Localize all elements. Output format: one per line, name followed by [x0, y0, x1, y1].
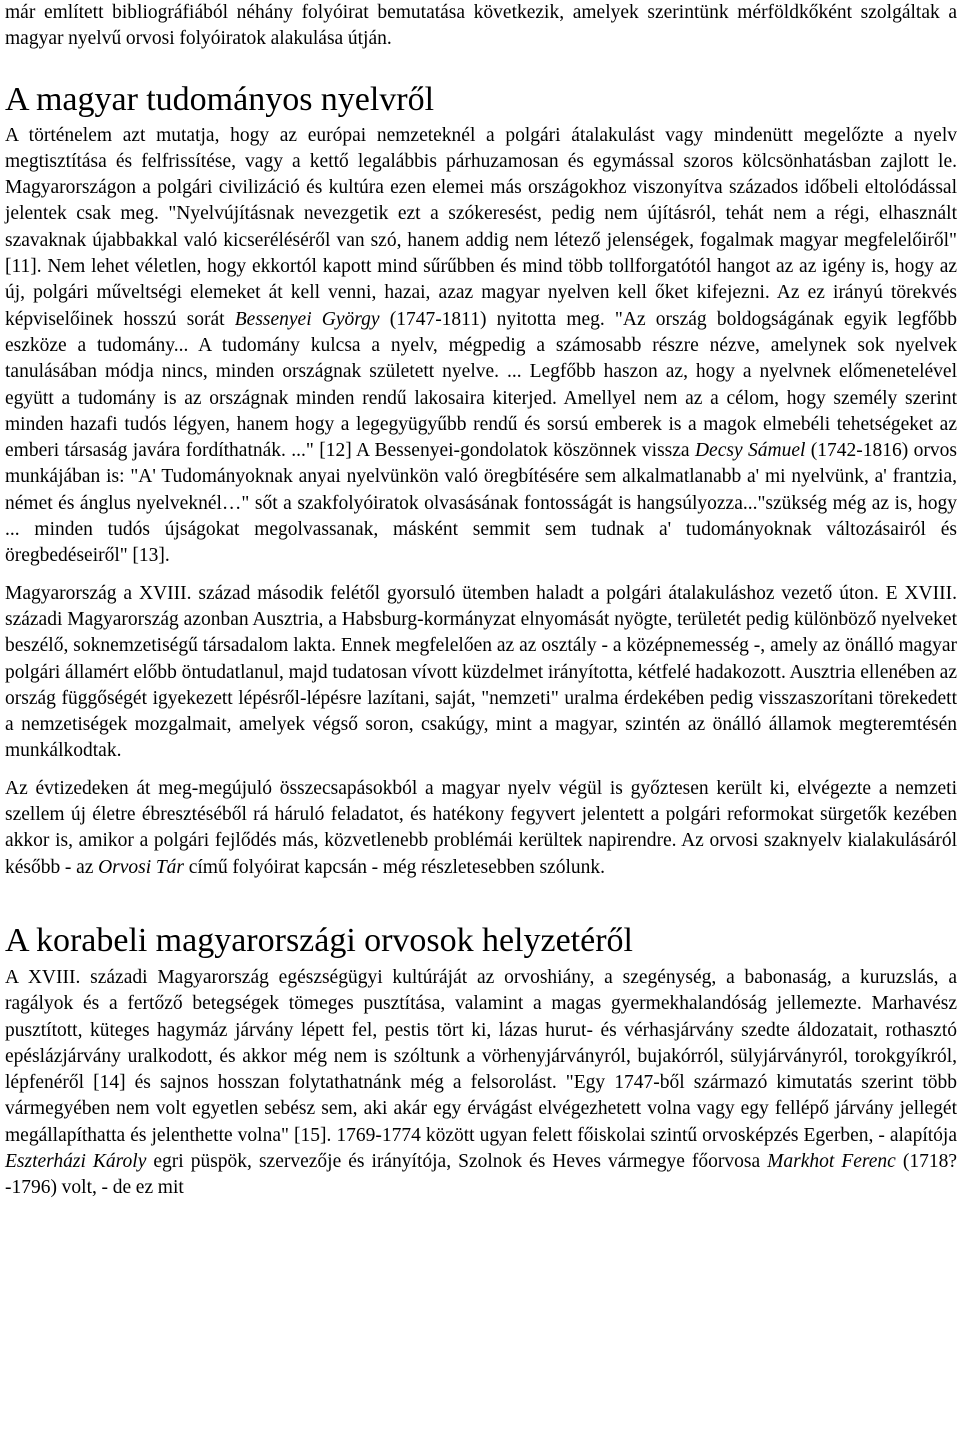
text-segment: A XVIII. századi Magyarország egészségügyi kultúráját az orvoshiány, a szegénység, a babonaság, a kuruzslás, a ragályok és a fertőző betegségek tömeges pusztítása, valamint a magas gyermekhalandóság jellemezte. Marhavész pusztított, küteges hagymáz járvány lépett fel, pestis tört ki, lázas hurut- és vérhasjárvány szedte áldozatait, rothasztó epéslázjárvány uralkodott, és akkor még nem is szóltunk a vörhenyjárványról, bujakórról, sülyjárványról, torokgyíkról, lépfenéről [14] és sajnos hosszan folytathatnánk még a felsorolást. "Egy 1747-ből származó kimutatás szerint több vármegyében nem volt egyetlen sebész sem, aki akár egy érvágást elvégezhetett volna vagy egy fellépő járvány jellegét megállapíthatta és jelenthette volna" [15]. 1769-1774 között ugyan felett főiskolai szintű orvosképzés Egerben, - alapítója	[5, 966, 957, 1146]
text-segment: (1718?-1796) volt, - de ez mit	[5, 1150, 958, 1199]
text-segment: már említett bibliográfiából néhány folyóirat bemutatása következik, amelyek szerintünk mérföldkőként szolgáltak a magyar nyelvű orvosi folyóiratok alakulása útján.	[5, 2, 957, 50]
intro-paragraph	[5, 0, 957, 53]
text-segment: egri püspök, szervezője és irányítója, Szolnok és Heves vármegye főorvosa	[146, 1150, 768, 1172]
paragraph	[5, 965, 957, 1202]
paragraph	[5, 776, 957, 881]
text-segment: Az évtizedeken át meg-megújuló összecsapásokból a magyar nyelv végül is győztesen került ki, elvégezte a nemzeti szellem új életre ébresztéséből rá háruló feladatot, és hatékony fegyvert jelentett a polgári reformokat sürgetők kezében akkor is, amikor a polgári fejlődés más, közvetlenebb problémái kerültek napirendre. Az orvosi szaknyelv kialakulásáról később - az	[5, 777, 957, 878]
text-segment: A történelem azt mutatja, hogy az európai nemzeteknél a polgári átalakulást vagy mindenütt megelőzte a nyelv megtisztítása és felfrissítése, vagy a kettő legalábbis párhuzamosan és egymással szoros kölcsönhatásban zajlott le. Magyarországon a polgári civilizáció és kultúra ezen elemei más országokhoz viszonyítva százados időbeli eltolódással jelentek csak meg. "Nyelvújításnak nevezgetik ezt a szókeresést, pedig nem újításról, tehát nem a régi, elhasznált szavaknak újabbakkal való kicseréléséről van szó, hanem addig nem létező jelenségek, fogalmak magyar megfelelőiről" [11]. Nem lehet véletlen, hogy ekkortól kapott mind sűrűbben és mind több tollforgatótól hangot az az igény is, hogy az új, polgári műveltségi elemeket át kell venni, hazai, azaz magyar nyelven kell őket kifejezni. Az ez irányú törekvés képviselőinek hosszú sorát	[5, 124, 957, 330]
italic-name: Decsy Sámuel	[694, 440, 806, 462]
text-segment: című folyóirat kapcsán - még részletesebben szólunk.	[184, 856, 605, 878]
italic-name: Eszterházi Károly	[5, 1150, 147, 1172]
italic-name: Bessenyei György	[234, 308, 380, 330]
text-segment: Magyarország a XVIII. század második felétől gyorsuló ütemben haladt a polgári átalakuláshoz vezető úton. E XVIII. századi Magyarország azonban Ausztria, a Habsburg-kormányzat elnyomását nyögte, területét pedig különböző nyelveket beszélő, soknemzetiségű társadalom lakta. Ennek megfelelően az az osztály - a középnemesség -, amely az önálló magyar polgári államért előbb öntudatlanul, majd tudatosan vívott küzdelmet irányította, kétfelé hadakozott. Ausztria ellenében az ország függőségét igyekezett lépésről-lépésre lazítani, saját, "nemzeti" uralma érdekében pedig visszaszorítani törekedett a nemzetiségek mozgalmait, amelyek végső soron, csakúgy, mint a magyar, szintén az önálló államok megteremtésén munkálkodtak.	[5, 582, 957, 762]
italic-name: Markhot Ferenc	[767, 1150, 896, 1172]
section-heading-scientific-language: A magyar tudományos nyelvről	[5, 80, 435, 118]
italic-name: Orvosi Tár	[98, 856, 185, 878]
document-page	[5, 0, 957, 1202]
text-segment: (1742-1816) orvos munkájában is: "A' Tudományoknak anyai nyelvünkön való öregbítésére sem alkalmatlanabb a' mi nyelvünk, a' frantzia, német és ánglus nyelveknél…" sőt a szakfolyóiratok olvasásának fontosságát is hangsúlyozza..."szükség még az is, hogy ... minden tudós újságokat megolvassanak, másként semmit sem tudnak a' tudományoknak változásairól és öregbedéseiről" [13].	[5, 440, 957, 567]
text-segment: (1747-1811) nyitotta meg. "Az ország boldogságának egyik legfőbb eszköze a tudomány... A tudomány kulcsa a nyelv, mégpedig a számosabb részre nézve, amelynek sok nyelvek tanulásában módja nincs, minden országnak született nyelve. ... Legfőbb haszon az, hogy a nyelvnek előmenetelével együtt a tudomány is az országnak minden rendű lakosaira kiterjed. Amellyel nem az a célom, hogy személy szerint minden hazafi tudós légyen, hanem hogy a legegyügyűbb rendű és sorsú emberek is a magok elmebéli tehetségeket az emberi társaság javára fordíthatnák. ..." [12] A Bessenyei-gondolatok köszönnek vissza	[5, 308, 957, 462]
paragraph	[5, 581, 957, 765]
paragraph	[5, 123, 957, 570]
section-heading-physicians-situation: A korabeli magyarországi orvosok helyzetéről	[5, 921, 633, 959]
